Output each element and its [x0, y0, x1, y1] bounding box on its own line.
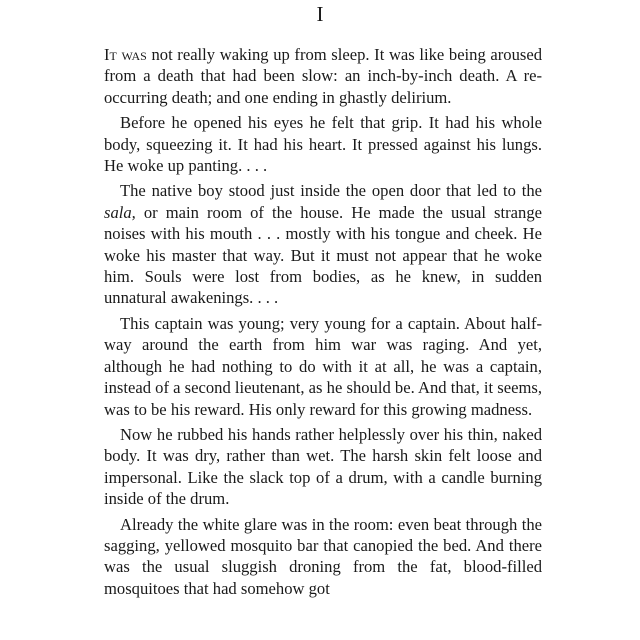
paragraph-3-text-a: The native boy stood just inside the open door that led to the [120, 181, 542, 201]
paragraph-4: This captain was young; very young for a captain. About half-way around the earth from him war was raging. And yet, although he had nothing to do with it at all, he was a captain, instead of a second lieutenant, as he should be. And that, it seems, was to be his reward. His only reward for this growing madness. [104, 313, 542, 419]
body-text [104, 44, 542, 603]
paragraph-6: Already the white glare was in the room: even beat through the sagging, yellowed mosquito bar that canopied the bed. And there was the usual sluggish droning from the fat, blood-filled mosquitoes that had somehow got [104, 514, 542, 598]
italic-word-sala: sala, [104, 202, 136, 222]
paragraph-2: Before he opened his eyes he felt that grip. It had his whole body, squeezing it. It had his heart. It pressed against his lungs. He woke up panting. . . . [104, 113, 542, 176]
paragraph-3-text-b: or main room of the house. He made the usual strange noises with his mouth . . . mostly with his tongue and cheek. He woke his master that way. But it must not appear that he woke him. Souls were lost from bodies, as he knew, in sudden unnatural awakenings. . . . [104, 202, 542, 308]
chapter-number: I [316, 2, 324, 26]
opening-small-caps: It was [104, 45, 147, 64]
paragraph-3 [104, 180, 542, 308]
paragraph-5: Now he rubbed his hands rather helplessly over his thin, naked body. It was dry, rather than wet. The harsh skin felt loose and impersonal. Like the slack top of a drum, with a candle burning inside of the drum. [104, 424, 542, 509]
paragraph-1 [104, 44, 542, 108]
paragraph-1-text: not really waking up from sleep. It was like being aroused from a death that had been slow: an inch-by-inch death. A re-occurring death; and one ending in ghastly delirium. [104, 45, 542, 107]
